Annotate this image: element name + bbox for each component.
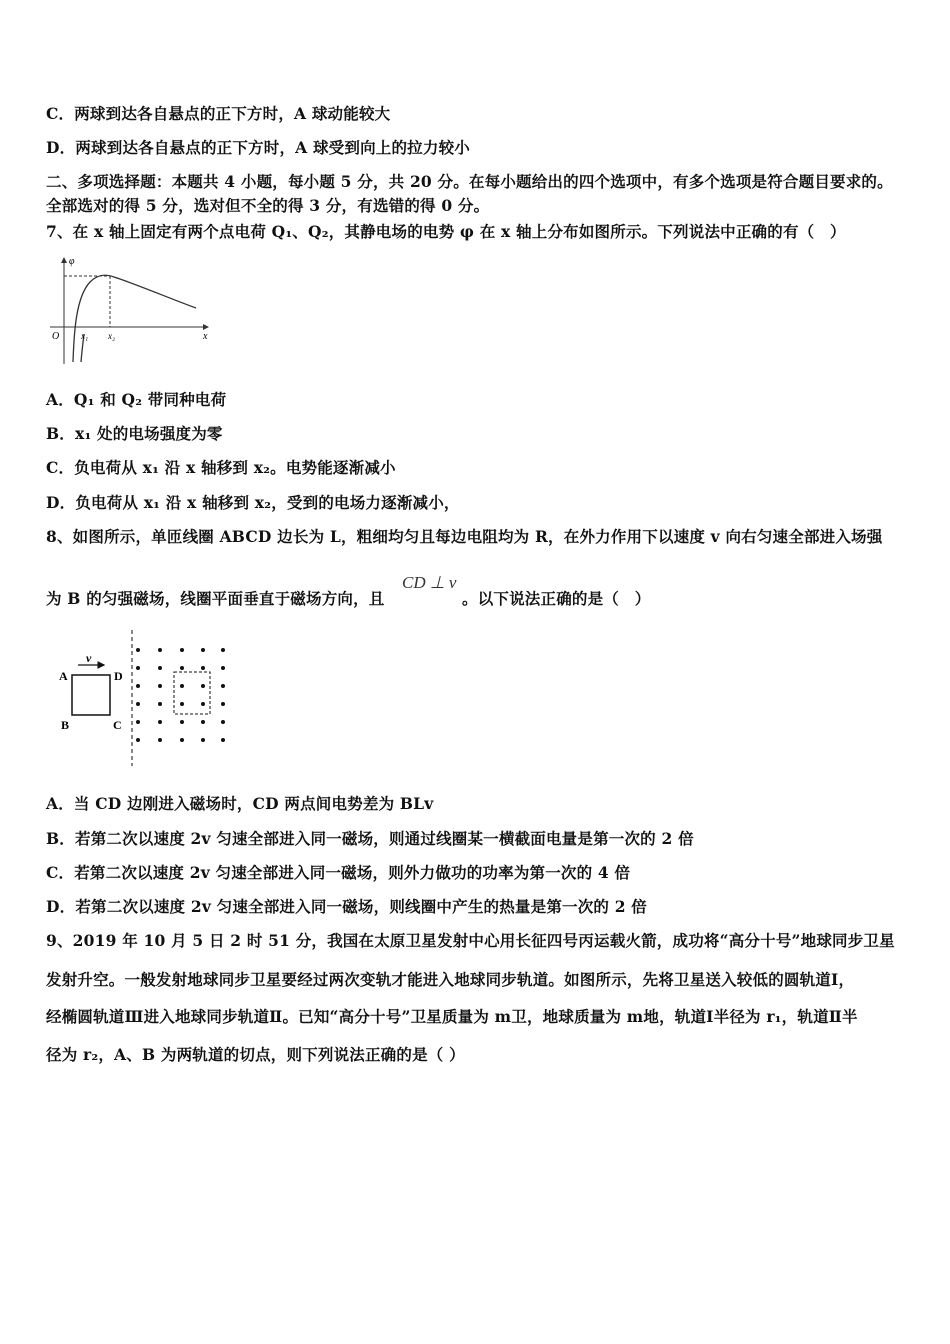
field-dot — [136, 684, 140, 688]
coil-final-position — [174, 672, 210, 714]
field-dot — [221, 720, 225, 724]
field-dot — [136, 648, 140, 652]
q9-stem-line4: 径为 r₂，A、B 为两轨道的切点，则下列说法正确的是（ ） — [46, 1045, 465, 1064]
field-dot — [136, 702, 140, 706]
field-dot — [221, 702, 225, 706]
q6-option-d: D．两球到达各自悬点的正下方时，A 球受到向上的拉力较小 — [46, 138, 470, 157]
origin-label: O — [52, 331, 60, 342]
field-dot — [201, 720, 205, 724]
q7-option-c: C．负电荷从 x₁ 沿 x 轴移到 x₂。电势能逐渐减小 — [46, 458, 396, 477]
q8-stem-line1: 8、如图所示，单匝线圈 ABCD 边长为 L，粗细均匀且每边电阻均为 R，在外力作用下以速度 v 向右匀速全部进入场强 — [46, 527, 883, 546]
q8-option-c: C．若第二次以速度 2v 匀速全部进入同一磁场，则外力做功的功率为第一次的 4 倍 — [46, 863, 631, 882]
q9-stem-line2: 发射升空。一般发射地球同步卫星要经过两次变轨才能进入地球同步轨道。如图所示，先将卫星送入较低的圆轨道Ⅰ， — [46, 970, 855, 989]
q8-stem-line2b: 。以下说法正确的是（ ） — [462, 589, 651, 608]
field-dot — [221, 666, 225, 670]
section-heading: 二、多项选择题：本题共 4 小题，每小题 5 分，共 20 分。在每小题给出的四个选项中，有多个选项是符合题目要求的。全部选对的得 5 分，选对但不全的得 3 分，有选错的得 0 分。 — [46, 172, 893, 215]
field-dot — [158, 720, 162, 724]
field-dot — [221, 648, 225, 652]
axis-label-phi: φ — [69, 256, 75, 267]
field-dot — [201, 702, 205, 706]
corner-label-a: A — [59, 669, 68, 683]
corner-label-c: C — [113, 718, 122, 732]
tick-x2-label: x₂ — [108, 331, 116, 341]
coil-square — [72, 675, 110, 715]
q9-stem-line1: 9、2019 年 10 月 5 日 2 时 51 分，我国在太原卫星发射中心用长征四号丙运载火箭，成功将“高分十号”地球同步卫星 — [46, 931, 895, 950]
field-dot — [180, 684, 184, 688]
q8-option-b: B．若第二次以速度 2v 匀速全部进入同一磁场，则通过线圈某一横截面电量是第一次的 2 倍 — [46, 829, 694, 848]
tick-x1-label: x₁ — [81, 331, 89, 341]
q7-stem: 7、在 x 轴上固定有两个点电荷 Q₁、Q₂，其静电场的电势 φ 在 x 轴上分布如图所示。下列说法中正确的有（ ） — [46, 222, 846, 241]
field-dot — [136, 666, 140, 670]
field-dot — [180, 702, 184, 706]
field-dot — [158, 738, 162, 742]
velocity-label: v — [86, 651, 92, 665]
magnetic-field-dots — [136, 648, 225, 742]
field-dot — [158, 702, 162, 706]
potential-curve — [73, 275, 196, 362]
q8-stem-line2a: 为 B 的匀强磁场，线圈平面垂直于磁场方向，且 — [46, 589, 385, 608]
field-dot — [180, 666, 184, 670]
coil-field-figure — [56, 628, 241, 768]
field-dot — [180, 648, 184, 652]
field-dot — [201, 738, 205, 742]
q9-stem-line3: 经椭圆轨道Ⅲ进入地球同步轨道Ⅱ。已知“高分十号”卫星质量为 m卫，地球质量为 m地，轨道Ⅰ半径为 r₁，轨道Ⅱ半 — [46, 1007, 858, 1026]
q8-option-a: A．当 CD 边刚进入磁场时，CD 两点间电势差为 BLv — [46, 794, 434, 813]
field-dot — [201, 684, 205, 688]
field-dot — [221, 738, 225, 742]
q6-option-c: C．两球到达各自悬点的正下方时，A 球动能较大 — [46, 104, 391, 123]
q7-option-b: B．x₁ 处的电场强度为零 — [46, 424, 223, 443]
field-dot — [201, 666, 205, 670]
field-dot — [180, 738, 184, 742]
field-dot — [221, 684, 225, 688]
field-dot — [136, 738, 140, 742]
q8-option-d: D．若第二次以速度 2v 匀速全部进入同一磁场，则线圈中产生的热量是第一次的 2 倍 — [46, 897, 648, 916]
field-dot — [201, 648, 205, 652]
corner-label-d: D — [114, 669, 123, 683]
q7-option-d: D．负电荷从 x₁ 沿 x 轴移到 x₂，受到的电场力逐渐减小， — [46, 493, 460, 512]
axis-label-x: x — [203, 331, 208, 342]
field-dot — [158, 666, 162, 670]
corner-label-b: B — [61, 718, 70, 732]
q7-option-a: A．Q₁ 和 Q₂ 带同种电荷 — [46, 390, 227, 409]
q8-math-cd-perp-v: CD ⊥ v — [402, 573, 457, 592]
potential-graph — [46, 252, 216, 367]
field-dot — [158, 648, 162, 652]
field-dot — [136, 720, 140, 724]
field-dot — [158, 684, 162, 688]
field-dot — [180, 720, 184, 724]
